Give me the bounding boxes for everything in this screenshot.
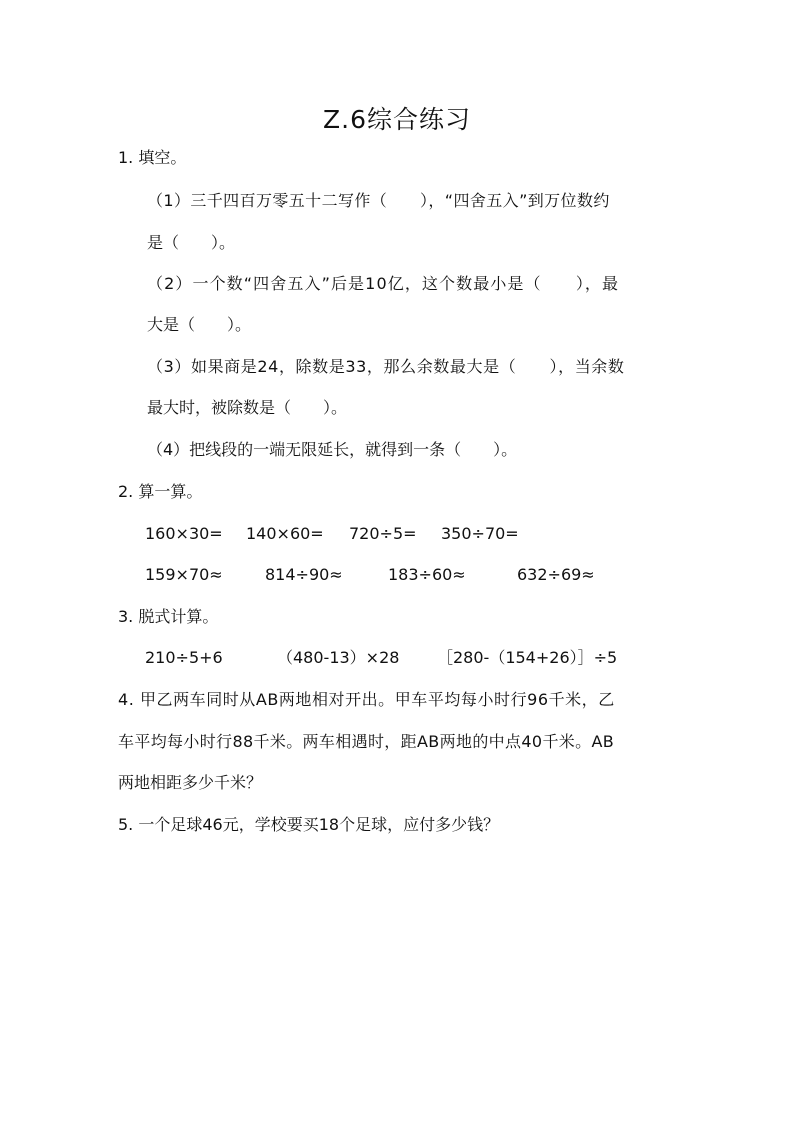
q2-row1-expr-1: 160×30= [145, 524, 223, 543]
q3-heading: 3. 脱式计算。 [118, 607, 219, 626]
q2-row1-expr-4: 350÷70= [441, 524, 519, 543]
q1-item3-line2: 最大时，被除数是（ ）。 [147, 398, 348, 417]
q1-item1-line2: 是（ ）。 [147, 233, 236, 252]
q5-text: 5. 一个足球46元，学校要买18个足球，应付多少钱？ [118, 815, 500, 834]
q2-row1-expr-3: 720÷5= [349, 524, 417, 543]
q2-row1-expr-2: 140×60= [246, 524, 324, 543]
q1-item2-line1 [147, 274, 675, 294]
q4-line3: 两地相距多少千米？ [118, 773, 263, 792]
q1-item2-line2: 大是（ ）。 [147, 315, 252, 334]
q1-heading: 1. 填空。 [118, 148, 187, 167]
q4-line2-text: 车平均每小时行88千米。两车相遇时，距AB两地的中点40千米。AB [118, 732, 615, 751]
page-title: Z.6综合练习 [323, 105, 471, 134]
q2-row2-expr-4: 632÷69≈ [517, 565, 595, 584]
q4-line1 [118, 690, 674, 710]
q4-line2 [118, 732, 674, 752]
q2-row2-expr-3: 183÷60≈ [388, 565, 466, 584]
q2-row2-expr-1: 159×70≈ [145, 565, 223, 584]
q2-row2-expr-2: 814÷90≈ [265, 565, 343, 584]
q3-expr-2: （480-13）×28 [277, 648, 400, 667]
q1-item2-line1-text: （2）一个数“四舍五入”后是10亿，这个数最小是（ ），最 [147, 274, 620, 293]
q4-line1-text: 4. 甲乙两车同时从AB两地相对开出。甲车平均每小时行96千米，乙 [118, 690, 615, 709]
q1-item1-line1-text: （1）三千四百万零五十二写作（ ），“四舍五入”到万位数约 [147, 191, 610, 210]
q1-item1-line1 [147, 191, 675, 211]
q1-item4: （4）把线段的一端无限延长，就得到一条（ ）。 [147, 440, 518, 459]
q3-expr-1: 210÷5+6 [145, 648, 223, 667]
q3-expr-3: ［280-（154+26）］÷5 [437, 648, 618, 667]
q1-item3-line1 [147, 357, 675, 377]
q2-heading: 2. 算一算。 [118, 482, 203, 501]
q1-item3-line1-text: （3）如果商是24，除数是33，那么余数最大是（ ），当余数 [147, 357, 625, 376]
